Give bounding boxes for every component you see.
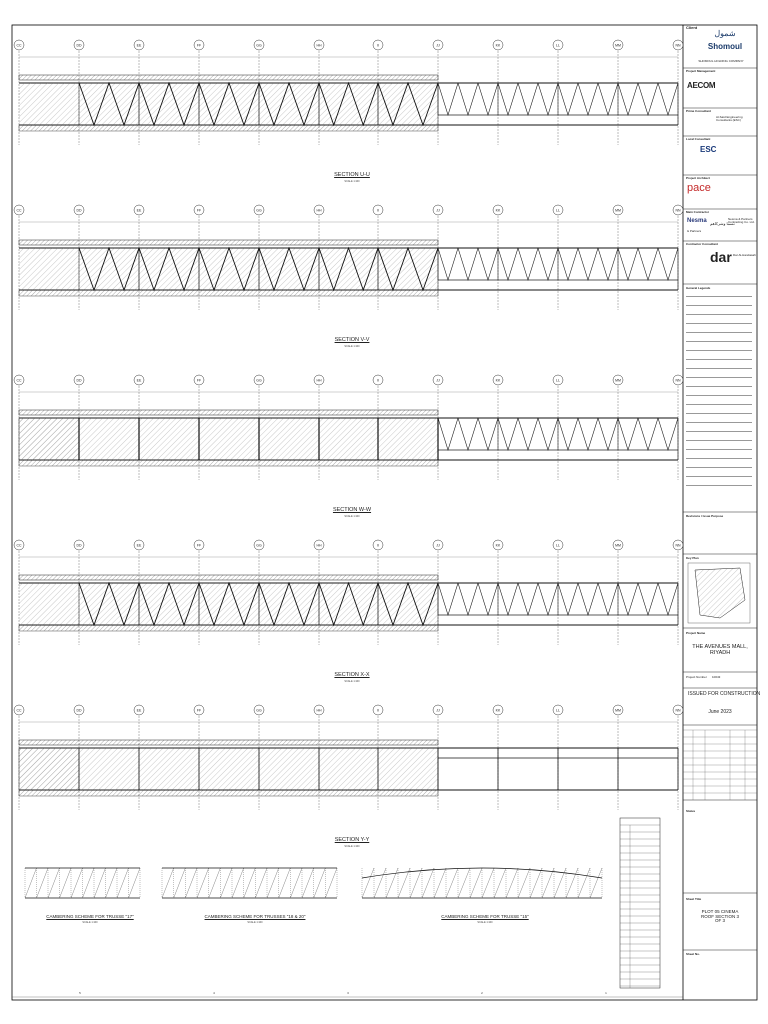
local-consultant-logo: ESC xyxy=(700,145,717,154)
sheet-number-label: Sheet No. xyxy=(686,952,700,956)
truss-panel xyxy=(139,583,199,625)
nesma-logo: Nesma xyxy=(687,218,707,224)
truss-diagonal xyxy=(658,248,678,280)
truss-diagonal xyxy=(498,248,518,280)
section-scale: SCALE 1:100 xyxy=(344,180,360,183)
grid-label: JJ xyxy=(436,543,440,548)
grid-label: II xyxy=(377,378,379,383)
project-name-label: Project Name xyxy=(686,631,706,635)
truss-panel xyxy=(139,83,199,125)
camber-diagonal xyxy=(267,868,279,898)
grid-label: CC xyxy=(16,43,22,48)
dar-logo: dar xyxy=(710,249,732,265)
camber-diagonal xyxy=(410,868,422,898)
grid-label: JJ xyxy=(436,43,440,48)
truss-diagonal xyxy=(438,83,458,115)
status-label: Status xyxy=(686,809,696,813)
section-scale: SCALE 1:100 xyxy=(344,680,360,683)
ruler-label: 4 xyxy=(213,991,215,995)
truss-diagonal xyxy=(438,583,458,615)
pm-label: Project Management xyxy=(686,69,716,73)
camber-diagonal xyxy=(434,868,446,898)
grid-label: KK xyxy=(495,708,501,713)
grid-label: DD xyxy=(76,43,82,48)
grid-label: GG xyxy=(256,43,262,48)
truss-panel xyxy=(79,83,139,125)
local-consultant-label: Local Consultant xyxy=(686,137,711,141)
camber-diagonal xyxy=(185,868,197,898)
camber-diagonal xyxy=(362,868,374,898)
truss-diagonal xyxy=(518,418,538,450)
bottom-slab xyxy=(19,290,438,296)
ruler-label: 5 xyxy=(79,991,81,995)
top-slab xyxy=(19,410,438,415)
project-name: THE AVENUES MALL, RIYADH xyxy=(692,644,748,656)
truss-diagonal xyxy=(538,418,558,450)
note-line xyxy=(686,404,752,405)
camber-diagonal xyxy=(386,868,398,898)
truss-diagonal xyxy=(498,83,518,115)
camber-diagonal xyxy=(244,868,256,898)
issue-status: ISSUED FOR CONSTRUCTION xyxy=(688,691,761,697)
truss-panel xyxy=(378,83,438,125)
frame-panel xyxy=(19,418,438,460)
bottom-slab xyxy=(19,625,438,631)
section-3 xyxy=(14,540,683,645)
note-line xyxy=(686,458,752,459)
pm-logo: AECOM xyxy=(687,81,716,90)
section-title: SECTION U-U xyxy=(334,172,370,178)
note-line xyxy=(686,368,752,369)
note-line xyxy=(686,377,752,378)
truss-diagonal xyxy=(478,583,498,615)
grid-label: JJ xyxy=(436,208,440,213)
camber-diagonal xyxy=(220,868,232,898)
camber-diagonal xyxy=(117,868,129,898)
bottom-slab xyxy=(19,125,438,131)
grid-label: JJ xyxy=(436,708,440,713)
camber-diagonal xyxy=(174,868,186,898)
truss-panel xyxy=(319,248,378,290)
truss-diagonal xyxy=(598,583,618,615)
note-line xyxy=(686,332,752,333)
section-title: SECTION W-W xyxy=(332,507,372,513)
grid-label: FF xyxy=(196,543,202,548)
ruler-label: 2 xyxy=(481,991,483,995)
truss-diagonal xyxy=(658,418,678,450)
grid-label: EE xyxy=(136,378,142,383)
camber-title: CAMBERING SCHEME FOR TRUSSE "17" xyxy=(46,914,134,919)
truss-diagonal xyxy=(598,248,618,280)
hatch-zone xyxy=(19,583,79,625)
top-slab xyxy=(19,575,438,580)
truss-diagonal xyxy=(638,418,658,450)
grid-label: MM xyxy=(615,378,621,383)
project-number-label: Project Number xyxy=(686,675,707,679)
grid-label: JJ xyxy=(436,378,440,383)
bottom-slab xyxy=(19,460,438,466)
truss-panel xyxy=(199,248,259,290)
camber-diagonal xyxy=(422,868,434,898)
truss-diagonal xyxy=(638,583,658,615)
truss-diagonal xyxy=(618,418,638,450)
truss-panel xyxy=(259,83,319,125)
top-slab xyxy=(19,240,438,245)
truss-diagonal xyxy=(458,248,478,280)
note-line xyxy=(686,431,752,432)
pace-logo: pace xyxy=(687,182,711,194)
grid-label: KK xyxy=(495,543,501,548)
truss-diagonal xyxy=(558,248,578,280)
camber-diagonal xyxy=(290,868,302,898)
grid-label: NN xyxy=(675,708,681,713)
camber-diagonal xyxy=(197,868,209,898)
dar-description: Dar Al-Handasah xyxy=(733,253,756,257)
camber-title: CAMBERING SCHEME FOR TRUSSE "15" xyxy=(441,914,529,919)
grid-label: II xyxy=(377,208,379,213)
truss-diagonal xyxy=(558,83,578,115)
camber-diagonal xyxy=(458,868,470,898)
hatch-zone xyxy=(19,83,79,125)
camber-diagonal xyxy=(60,868,72,898)
grid-label: HH xyxy=(316,543,322,548)
truss-diagonal xyxy=(578,83,598,115)
grid-label: HH xyxy=(316,378,322,383)
truss-diagonal xyxy=(438,418,458,450)
camber-diagonal xyxy=(506,868,518,898)
grid-label: HH xyxy=(316,208,322,213)
camber-diagonal xyxy=(106,868,118,898)
section-title: SECTION V-V xyxy=(334,337,370,343)
camber-diagonal xyxy=(578,868,590,898)
grid-label: CC xyxy=(16,543,22,548)
note-line xyxy=(686,314,752,315)
truss-panel xyxy=(319,83,378,125)
nesma-arabic: نسما وشركاهم xyxy=(710,221,735,226)
note-line xyxy=(686,476,752,477)
truss-diagonal xyxy=(498,418,518,450)
deck-panel xyxy=(19,748,438,790)
grid-label: EE xyxy=(136,708,142,713)
camber-diagonal xyxy=(446,868,458,898)
grid-label: EE xyxy=(136,208,142,213)
truss-panel xyxy=(79,248,139,290)
project-architect-label: Project Architect xyxy=(686,176,710,180)
truss-diagonal xyxy=(458,83,478,115)
grid-label: MM xyxy=(615,543,621,548)
camber-diagonal xyxy=(209,868,221,898)
camber-scale: SCALE 1:100 xyxy=(82,921,98,924)
grid-label: FF xyxy=(196,43,202,48)
grid-label: DD xyxy=(76,543,82,548)
grid-label: MM xyxy=(615,708,621,713)
note-line xyxy=(686,305,752,306)
grid-label: GG xyxy=(256,378,262,383)
camber-diagonal xyxy=(279,868,291,898)
truss-panel xyxy=(139,248,199,290)
hatch-zone xyxy=(19,248,79,290)
truss-panel xyxy=(79,583,139,625)
camber-diagonal xyxy=(566,868,578,898)
camber-diagonal xyxy=(314,868,326,898)
truss-diagonal xyxy=(438,248,458,280)
grid-label: LL xyxy=(556,543,560,548)
truss-panel xyxy=(378,248,438,290)
section-4 xyxy=(14,705,683,810)
truss-diagonal xyxy=(618,248,638,280)
section-scale: SCALE 1:100 xyxy=(344,515,360,518)
truss-diagonal xyxy=(638,248,658,280)
bottom-slab xyxy=(19,790,438,796)
grid-label: NN xyxy=(675,378,681,383)
grid-label: CC xyxy=(16,208,22,213)
camber-diagram-0 xyxy=(25,868,140,898)
camber-diagonal xyxy=(470,868,482,898)
ruler-label: 3 xyxy=(347,991,349,995)
grid-label: GG xyxy=(256,543,262,548)
grid-label: HH xyxy=(316,43,322,48)
truss-diagonal xyxy=(558,583,578,615)
revisions-label: Revisions / Issue Purpose xyxy=(686,514,724,518)
nesma-partners: & Partners xyxy=(687,229,702,233)
truss-diagonal xyxy=(538,248,558,280)
note-line xyxy=(686,296,752,297)
grid-label: GG xyxy=(256,708,262,713)
grid-label: LL xyxy=(556,208,560,213)
truss-diagonal xyxy=(598,418,618,450)
schedule-table xyxy=(620,818,660,988)
grid-label: HH xyxy=(316,708,322,713)
truss-diagonal xyxy=(478,83,498,115)
main-contractor-label: Main Contractor xyxy=(686,210,710,214)
camber-scale: SCALE 1:100 xyxy=(477,921,493,924)
truss-diagonal xyxy=(458,418,478,450)
section-title: SECTION Y-Y xyxy=(334,837,370,843)
truss-panel xyxy=(199,583,259,625)
camber-diagonal xyxy=(48,868,60,898)
nesma-description: Nesma & Partners Contracting Co. Ltd. xyxy=(728,217,755,225)
camber-diagonal xyxy=(162,868,174,898)
camber-diagonal xyxy=(518,868,530,898)
grid-label: NN xyxy=(675,543,681,548)
grid-label: LL xyxy=(556,378,560,383)
contractor-consultant-label: Contractor Consultant xyxy=(686,242,718,246)
grid-label: GG xyxy=(256,208,262,213)
section-scale: SCALE 1:100 xyxy=(344,345,360,348)
grid-label: II xyxy=(377,543,379,548)
truss-panel xyxy=(259,248,319,290)
grid-label: EE xyxy=(136,543,142,548)
truss-diagonal xyxy=(518,83,538,115)
truss-diagonal xyxy=(478,418,498,450)
truss-diagonal xyxy=(478,248,498,280)
camber-scale: SCALE 1:100 xyxy=(247,921,263,924)
top-slab xyxy=(19,740,438,745)
truss-diagonal xyxy=(598,83,618,115)
grid-label: EE xyxy=(136,43,142,48)
camber-diagonal xyxy=(232,868,244,898)
note-line xyxy=(686,413,752,414)
grid-label: FF xyxy=(196,708,202,713)
section-1 xyxy=(14,205,683,310)
prime-consultant-name: Al-Said Engineering Consultants (ESC) xyxy=(716,115,743,123)
client-subtitle: SHOMOUL HOLDING COMPANY xyxy=(698,59,744,63)
grid-label: KK xyxy=(495,378,501,383)
note-line xyxy=(686,440,752,441)
sheet-title: PLOT 05 CINEMA ROOF SECTION 3 OF 3 xyxy=(700,909,739,924)
truss-diagonal xyxy=(578,248,598,280)
grid-label: CC xyxy=(16,378,22,383)
camber-diagonal xyxy=(37,868,49,898)
grid-label: LL xyxy=(556,708,560,713)
grid-label: II xyxy=(377,708,379,713)
note-line xyxy=(686,341,752,342)
camber-diagram-1 xyxy=(162,868,337,898)
truss-diagonal xyxy=(518,248,538,280)
grid-label: CC xyxy=(16,708,22,713)
sheet-title-label: Sheet Title xyxy=(686,897,702,901)
grid-label: DD xyxy=(76,208,82,213)
grid-label: LL xyxy=(556,43,560,48)
grid-label: MM xyxy=(615,208,621,213)
camber-diagonal xyxy=(71,868,83,898)
truss-diagonal xyxy=(538,583,558,615)
note-line xyxy=(686,395,752,396)
note-line xyxy=(686,467,752,468)
truss-diagonal xyxy=(518,583,538,615)
truss-panel xyxy=(378,583,438,625)
section-title: SECTION X-X xyxy=(334,672,370,678)
truss-diagonal xyxy=(658,83,678,115)
section-2 xyxy=(14,375,683,480)
camber-diagonal xyxy=(25,868,37,898)
truss-diagonal xyxy=(658,583,678,615)
grid-label: II xyxy=(377,43,379,48)
truss-diagonal xyxy=(618,583,638,615)
camber-diagonal xyxy=(494,868,506,898)
note-line xyxy=(686,386,752,387)
grid-label: NN xyxy=(675,208,681,213)
note-line xyxy=(686,323,752,324)
grid-label: DD xyxy=(76,378,82,383)
camber-diagonal xyxy=(482,868,494,898)
grid-label: MM xyxy=(615,43,621,48)
truss-diagonal xyxy=(498,583,518,615)
grid-label: KK xyxy=(495,208,501,213)
camber-diagonal xyxy=(94,868,106,898)
camber-diagonal xyxy=(302,868,314,898)
section-scale: SCALE 1:100 xyxy=(344,845,360,848)
client-logo-name: Shomoul xyxy=(707,42,743,51)
truss-diagonal xyxy=(638,83,658,115)
camber-diagonal xyxy=(83,868,95,898)
camber-diagonal xyxy=(530,868,542,898)
project-number: 10043 xyxy=(712,675,721,679)
top-slab xyxy=(19,75,438,80)
note-line xyxy=(686,449,752,450)
grid-label: FF xyxy=(196,378,202,383)
camber-diagonal xyxy=(590,868,602,898)
note-line xyxy=(686,359,752,360)
truss-diagonal xyxy=(578,418,598,450)
issue-date: June 2023 xyxy=(708,709,732,715)
grid-label: FF xyxy=(196,208,202,213)
truss-panel xyxy=(199,83,259,125)
grid-label: KK xyxy=(495,43,501,48)
camber-diagram-2 xyxy=(362,868,602,898)
truss-diagonal xyxy=(618,83,638,115)
camber-diagonal xyxy=(374,868,386,898)
section-0 xyxy=(14,40,683,145)
ruler-label: 1 xyxy=(605,991,607,995)
grid-label: NN xyxy=(675,43,681,48)
truss-diagonal xyxy=(458,583,478,615)
camber-diagonal xyxy=(129,868,141,898)
camber-diagonal xyxy=(542,868,554,898)
camber-diagonal xyxy=(255,868,267,898)
key-plan-shape xyxy=(695,568,745,618)
camber-title: CAMBERING SCHEME FOR TRUSSES "18 & 20" xyxy=(204,914,306,919)
grid-label: DD xyxy=(76,708,82,713)
prime-consultant-label: Prime Consultant xyxy=(686,109,711,113)
truss-panel xyxy=(319,583,378,625)
truss-diagonal xyxy=(538,83,558,115)
truss-diagonal xyxy=(558,418,578,450)
truss-panel xyxy=(259,583,319,625)
note-line xyxy=(686,422,752,423)
general-legends-label: General Legends xyxy=(686,286,711,290)
client-logo-arabic: شمول xyxy=(714,29,736,38)
note-line xyxy=(686,350,752,351)
client-label: Client xyxy=(686,25,698,30)
truss-diagonal xyxy=(578,583,598,615)
key-plan-label: Key Plan xyxy=(686,556,699,560)
note-line xyxy=(686,485,752,486)
camber-diagonal xyxy=(325,868,337,898)
